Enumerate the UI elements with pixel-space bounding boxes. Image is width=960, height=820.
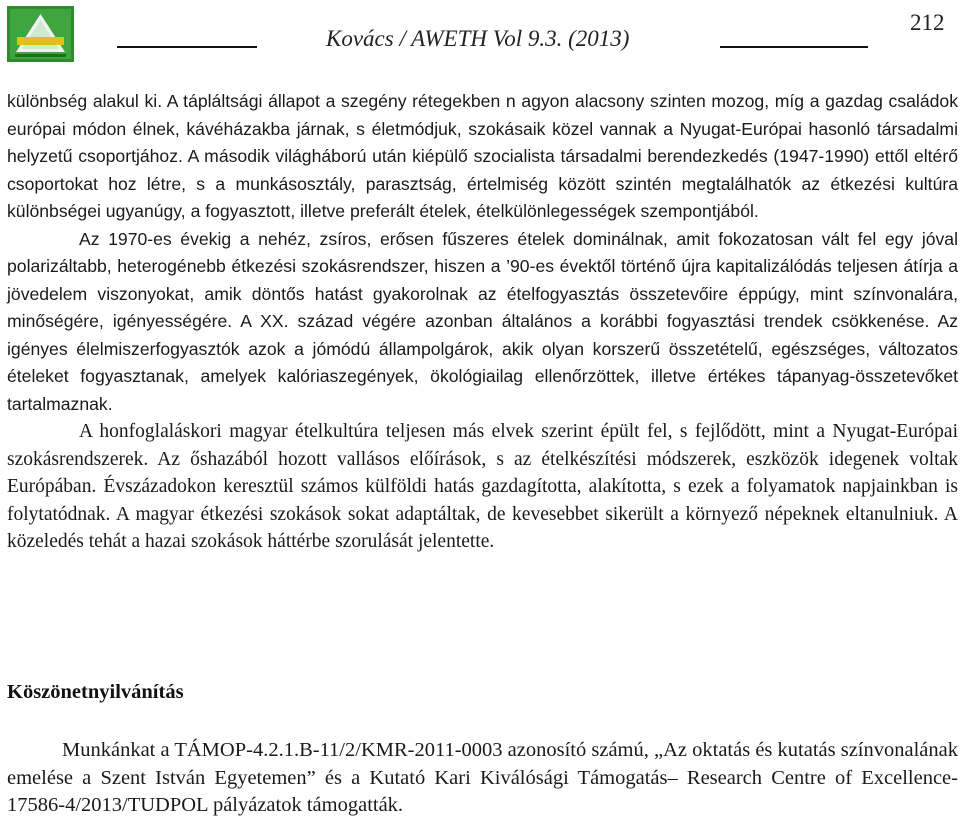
page-number: 212: [910, 10, 945, 35]
paragraph-1: különbség alakul ki. A tápláltsági állapot a szegény rétegekben n agyon alacsony szinten mozog, míg a gazdag családok európai módon élnek, kávéházakba járnak, s életmódjuk, szokásaik közel vannak a Nyugat-Európai hasonló társadalmi helyzetű csoportjához. A második világháború után kiépülő szocialista társadalmi berendezkedés (1947-1990) ettől eltérő csoportokat hoz létre, s a munkásosztály, parasztság, értelmiség között szintén megtalálhatók az étkezési kultúra különbségei ugyanúgy, a fogyasztott, illetve preferált ételek, ételkülönlegességek szempontjából.: [7, 91, 958, 221]
section-heading: Köszönetnyilvánítás: [7, 681, 184, 703]
header-rule-right: [720, 46, 868, 48]
journal-citation: Kovács / AWETH Vol 9.3. (2013): [326, 26, 630, 51]
paragraph-2: Az 1970-es évekig a nehéz, zsíros, erősen fűszeres ételek dominálnak, amit fokozatosan vált fel egy jóval polarizáltabb, heterogénebb étkezési szokásrendszer, hiszen a ’90-es évektől történő újra kapitalizálódás teljesen átírja a jövedelem viszonyokat, amik döntős hatást gyakorolnak az ételfogyasztás összetevőire éppúgy, mint színvonalára, minőségére, igényességére. A XX. század végére azonban általános a korábbi fogyasztási trendek csökkenése. Az igényes élelmiszerfogyasztók azok a jómódú állampolgárok, akik olyan korszerű összetételű, egészséges, változatos ételeket fogyasztanak, amelyek kalóriaszegények, ökológiailag ellenőrzöttek, illetve értékes tápanyag-összetevőket tartalmaznak.: [7, 228, 958, 414]
aweth-logo-icon: [7, 6, 74, 62]
acknowledgement-section: [7, 737, 958, 820]
body-text: [7, 88, 958, 556]
paragraph-3: A honfoglaláskori magyar ételkultúra teljesen más elvek szerint épült fel, s fejlődött, mint a Nyugat-Európai szokásrendszerek. Az őshazából hozott vallásos előírások, s az ételkészítési módszerek, eszközök idegenek voltak Európában. Évszázadokon keresztül számos külföldi hatás gazdagította, alakította, s ezek a folyamatok napjainkban is folytatódnak. A magyar étkezési szokások sokat adaptáltak, de kevesebbet sikerült a környező népeknek eltanulniuk. A közeledés tehát a hazai szokások háttérbe szorulását jelentette.: [7, 421, 958, 552]
acknowledgement-text: Munkánkat a TÁMOP-4.2.1.B-11/2/KMR-2011-0003 azonosító számú, „Az oktatás és kutatás színvonalának emelése a Szent István Egyetemen” és a Kutató Kari Kiválósági Támogatás– Research Centre of Excellence- 17586-4/2013/TUDPOL pályázatok támogatták.: [7, 739, 958, 816]
page-header: [0, 0, 960, 70]
header-rule-left: [117, 46, 257, 48]
